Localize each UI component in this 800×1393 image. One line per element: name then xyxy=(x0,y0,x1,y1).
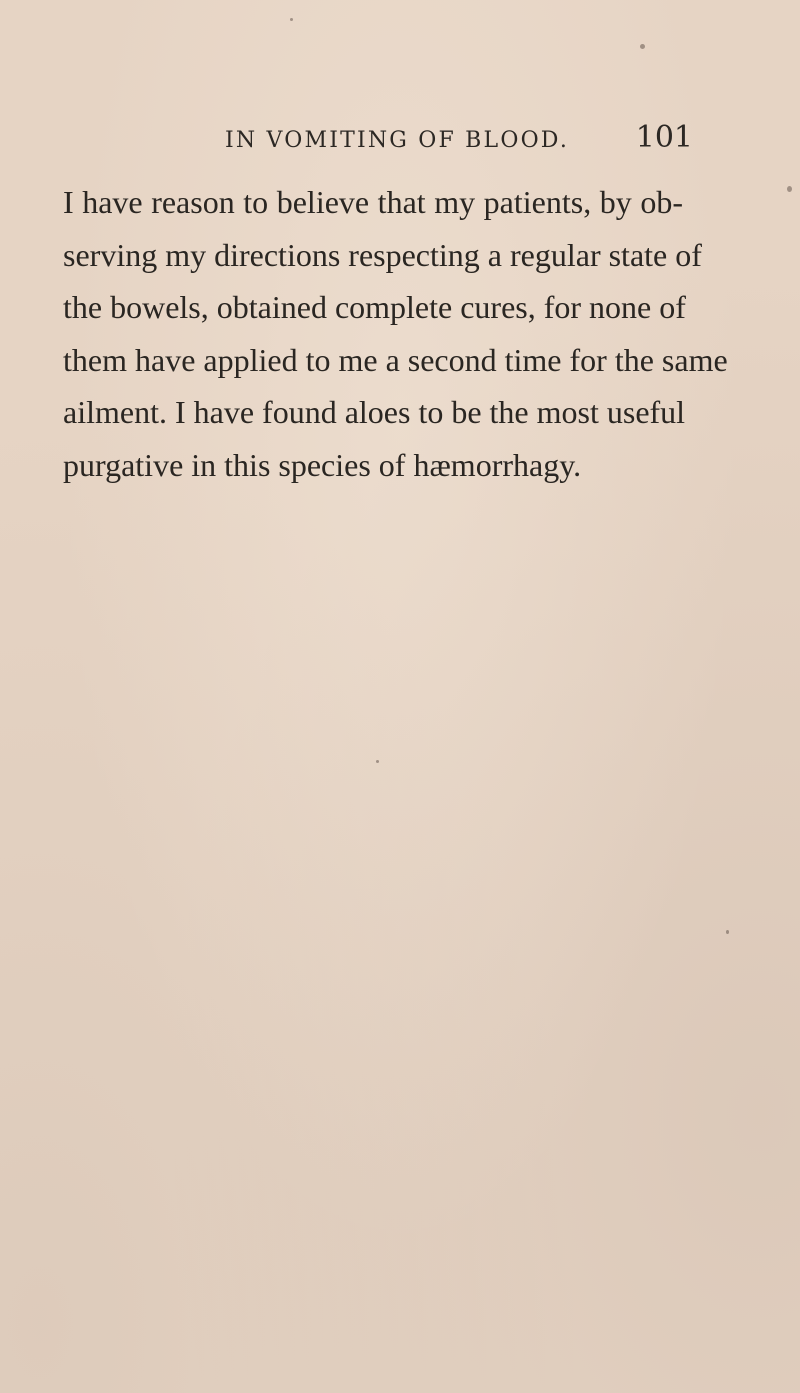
running-title: IN VOMITING OF BLOOD. xyxy=(225,128,570,153)
show-through-texture xyxy=(60,430,780,1150)
text-line: purgative in this species of hæmorrhagy. xyxy=(63,446,582,483)
page-number: 101 xyxy=(635,120,693,155)
paper-speck xyxy=(640,44,645,49)
paper-speck xyxy=(726,930,729,934)
text-line: the bowels, obtained complete cures, for none of xyxy=(63,289,686,325)
text-line: them have applied to me a second time for the same xyxy=(63,341,728,378)
paper-speck xyxy=(290,18,293,21)
text-line: serving my directions respecting a regular state of xyxy=(63,236,702,273)
paper-speck xyxy=(376,760,379,763)
text-line: I have reason to believe that my patients, by ob- xyxy=(63,184,683,220)
page-header xyxy=(225,112,695,162)
body-paragraph xyxy=(63,176,728,491)
text-line: ailment. I have found aloes to be the most useful xyxy=(63,394,686,430)
paper-speck xyxy=(787,186,792,192)
